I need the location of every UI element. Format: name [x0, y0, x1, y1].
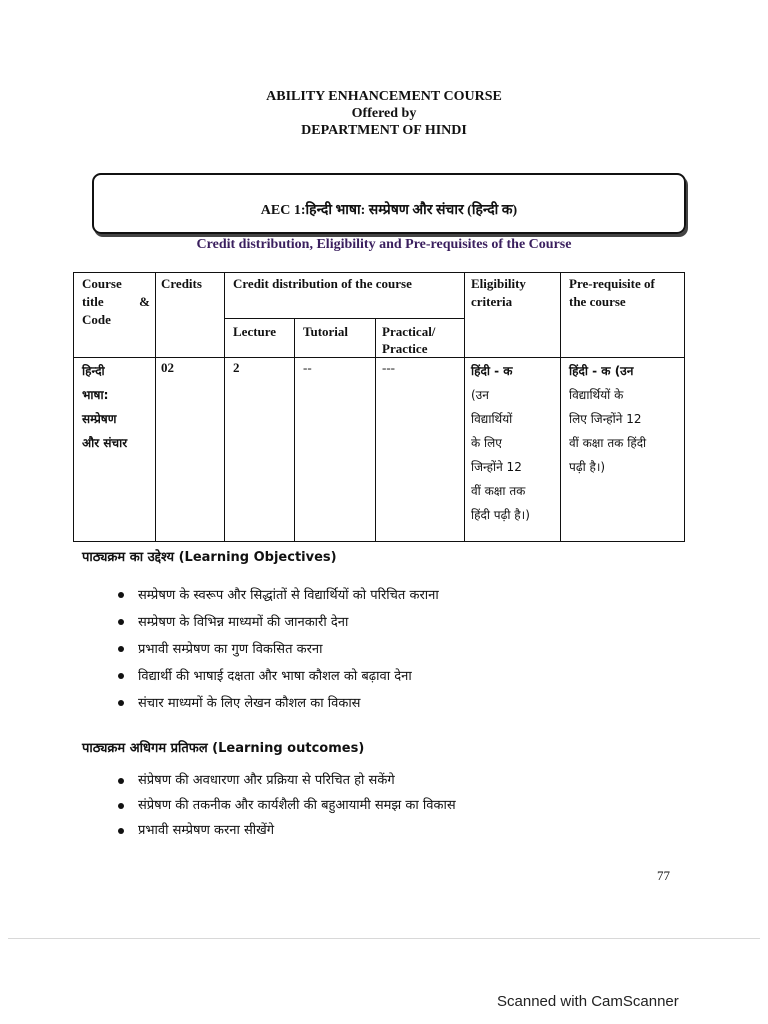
row-credits: 02 [161, 360, 174, 375]
row-eligibility [471, 359, 530, 527]
header-course-title-line: title [82, 294, 104, 309]
credit-table [73, 272, 685, 542]
list-item [118, 663, 439, 690]
course-title-box [92, 173, 686, 234]
heading-course-type: ABILITY ENHANCEMENT COURSE [266, 89, 502, 104]
list-item [118, 818, 456, 843]
row-prerequisite-line: लिए जिन्होंने 12 [569, 412, 642, 426]
row-course-title-line: भाषा: [82, 388, 109, 402]
learning-outcomes-title: पाठ्यक्रम अधिगम प्रतिफल (Learning outcomes) [82, 741, 365, 756]
header-eligibility-line: Eligibility [471, 276, 526, 291]
header-eligibility [471, 275, 526, 311]
list-item-text: विद्यार्थी की भाषाई दक्षता और भाषा कौशल को बढ़ावा देना [138, 669, 412, 684]
row-eligibility-line: के लिए [471, 436, 502, 450]
bullet-icon [118, 673, 124, 679]
list-item [118, 636, 439, 663]
heading-offered-by: Offered by [351, 106, 417, 121]
page-number: 77 [657, 868, 670, 883]
row-course-title-line: हिन्दी [82, 364, 105, 378]
row-eligibility-line: हिंदी - क [471, 364, 513, 378]
header-credits: Credits [161, 276, 202, 291]
row-eligibility-line: जिन्होंने 12 [471, 460, 522, 474]
list-item-text: प्रभावी सम्प्रेषण का गुण विकसित करना [138, 642, 323, 657]
header-practical [382, 323, 435, 357]
list-item [118, 609, 439, 636]
row-course-title [82, 359, 127, 455]
header-course-title [82, 275, 150, 329]
row-lecture: 2 [233, 360, 240, 375]
list-item [118, 793, 456, 818]
heading-department: DEPARTMENT OF HINDI [301, 123, 467, 138]
scanner-watermark: Scanned with CamScanner [497, 993, 679, 1010]
bullet-icon [118, 646, 124, 652]
bullet-icon [118, 592, 124, 598]
list-item [118, 768, 456, 793]
header-eligibility-line: criteria [471, 294, 513, 309]
list-item [118, 690, 439, 717]
list-item-text: संचार माध्यमों के लिए लेखन कौशल का विकास [138, 696, 361, 711]
row-eligibility-line: वीं कक्षा तक [471, 484, 526, 498]
bullet-icon [118, 700, 124, 706]
header-course-title-line: & [139, 294, 150, 309]
credit-distribution-caption: Credit distribution, Eligibility and Pre-requisites of the Course [196, 237, 572, 252]
header-prerequisite [569, 275, 655, 311]
row-prerequisite-line: हिंदी - क (उन [569, 364, 634, 378]
header-credit-distribution: Credit distribution of the course [233, 276, 412, 291]
list-item-text: संप्रेषण की तकनीक और कार्यशैली की बहुआयामी समझ का विकास [138, 798, 456, 813]
list-item [118, 582, 439, 609]
learning-outcomes-list [118, 768, 456, 843]
learning-objectives-title: पाठ्यक्रम का उद्देश्य (Learning Objectives) [82, 550, 337, 565]
header-course-title-line: Code [82, 312, 111, 327]
row-course-title-line: और संचार [82, 436, 128, 450]
header-tutorial: Tutorial [303, 324, 349, 339]
bullet-icon [118, 778, 124, 784]
bullet-icon [118, 803, 124, 809]
row-course-title-line: सम्प्रेषण [82, 412, 117, 426]
row-eligibility-line: विद्यार्थियों [471, 412, 513, 426]
list-item-text: संप्रेषण की अवधारणा और प्रक्रिया से परिचित हो सकेंगे [138, 773, 395, 788]
document-heading [0, 88, 768, 139]
list-item-text: सम्प्रेषण के विभिन्न माध्यमों की जानकारी देना [138, 615, 349, 630]
bullet-icon [118, 619, 124, 625]
list-item-text: प्रभावी सम्प्रेषण करना सीखेंगे [138, 823, 275, 838]
row-eligibility-line: हिंदी पढ़ी है।) [471, 508, 530, 522]
page-divider [8, 938, 760, 939]
header-prerequisite-line: Pre-requisite of [569, 276, 655, 291]
bullet-icon [118, 828, 124, 834]
row-prerequisite-line: विद्यार्थियों के [569, 388, 624, 402]
header-lecture: Lecture [233, 324, 277, 339]
row-practical: --- [382, 360, 395, 375]
header-practical-line: Practical/ [382, 324, 436, 339]
row-prerequisite-line: पढ़ी है।) [569, 460, 606, 474]
row-eligibility-line: (उन [471, 388, 489, 402]
header-prerequisite-line: the course [569, 294, 626, 309]
header-course-title-line: Course [82, 276, 122, 291]
course-title: AEC 1:हिन्दी भाषा: सम्प्रेषण और संचार (हिन्दी क) [260, 203, 518, 218]
row-prerequisite [569, 359, 646, 479]
row-tutorial: -- [303, 360, 312, 375]
learning-objectives-list [118, 582, 439, 717]
header-practical-line: Practice [382, 341, 428, 356]
row-prerequisite-line: वीं कक्षा तक हिंदी [569, 436, 647, 450]
list-item-text: सम्प्रेषण के स्वरूप और सिद्धांतों से विद्यार्थियों को परिचित कराना [138, 588, 439, 603]
